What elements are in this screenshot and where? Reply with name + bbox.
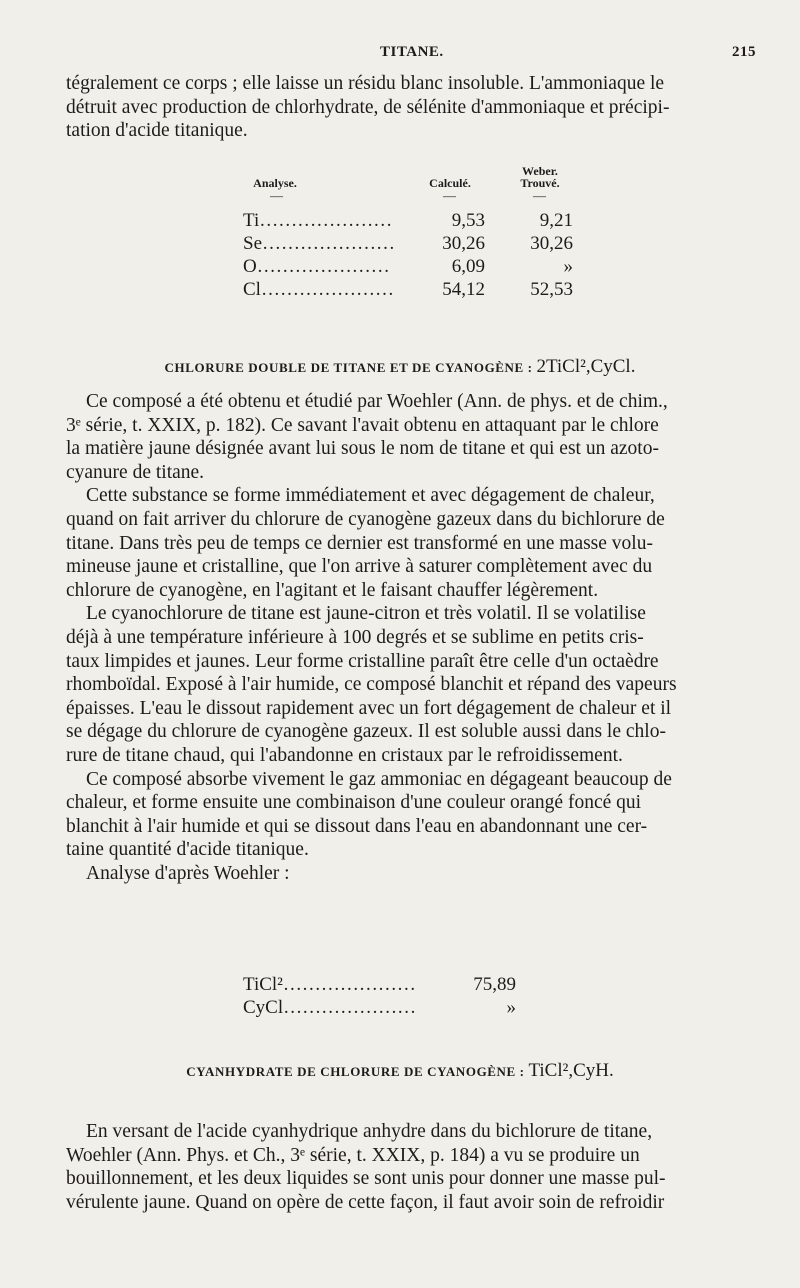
table-row — [0, 974, 800, 996]
section-heading-label: CYANHYDRATE DE CHLORURE DE CYANOGÈNE : — [186, 1064, 525, 1079]
text-line: Ce composé absorbe vivement le gaz ammoniac en dégageant beaucoup de — [86, 768, 672, 790]
element-label: O………………… — [243, 256, 390, 277]
running-header — [60, 44, 756, 66]
column-header-analyse: Analyse. — [253, 176, 297, 190]
found-value: » — [563, 256, 573, 277]
calculated-value: 30,26 — [442, 233, 485, 254]
element-label: Ti………………… — [243, 210, 393, 231]
paragraph-continuation — [66, 72, 728, 143]
text-line: rhomboïdal. Exposé à l'air humide, ce composé blanchit et répand des vapeurs — [66, 674, 677, 696]
text-line: Cette substance se forme immédiatement et avec dégagement de chaleur, — [86, 485, 655, 507]
text-line: la matière jaune désignée avant lui sous le nom de titane et qui est un azoto- — [66, 438, 659, 460]
body-text — [66, 390, 728, 885]
header-dash: — — [533, 188, 546, 203]
text-line: 3ᵉ série, t. XXIX, p. 182). Ce savant l'avait obtenu en attaquant par le chlore — [66, 414, 659, 436]
body-text — [66, 1120, 728, 1214]
section-heading-formula: 2TiCl²,CyCl. — [536, 356, 636, 377]
text-line: épaisses. L'eau le dissout rapidement avec un fort dégagement de chaleur et il — [66, 697, 672, 719]
table-row — [0, 210, 800, 232]
text-line: déjà à une température inférieure à 100 degrés et se sublime en petits cris- — [66, 626, 644, 648]
text-line: blanchit à l'air humide et qui se dissout dans l'eau en abandonnant une cer- — [66, 815, 648, 837]
text-line: vérulente jaune. Quand on opère de cette façon, il faut avoir soin de refroidir — [66, 1191, 665, 1213]
column-header-calcule: Calculé. — [429, 176, 471, 190]
text-line: se dégage du chlorure de cyanogène gazeux. Il est soluble aussi dans le chlo- — [66, 721, 666, 743]
text-line: Ce composé a été obtenu et étudié par Woehler (Ann. de phys. et de chim., — [86, 391, 668, 412]
calculated-value: 6,09 — [451, 256, 485, 277]
element-label: CyCl………………… — [243, 997, 417, 1018]
text-line: tation d'acide titanique. — [66, 120, 248, 142]
found-value: 75,89 — [473, 974, 516, 995]
text-line: rure de titane chaud, qui l'abandonne en cristaux par le refroidissement. — [66, 744, 623, 766]
text-line: tégralement ce corps ; elle laisse un résidu blanc insoluble. L'ammoniaque le — [66, 73, 665, 94]
table-row — [0, 256, 800, 278]
text-line: quand on fait arriver du chlorure de cyanogène gazeux dans du bichlorure de — [66, 508, 665, 530]
header-dash: — — [443, 188, 456, 203]
text-line: taux limpides et jaunes. Leur forme cristalline paraît être celle d'un octaèdre — [66, 650, 659, 672]
table-row — [0, 233, 800, 255]
found-value: 52,53 — [530, 279, 573, 300]
table-row — [0, 279, 800, 301]
found-value: 9,21 — [539, 210, 573, 231]
text-line: bouillonnement, et les deux liquides se sont unis pour donner une masse pul- — [66, 1168, 666, 1190]
column-header-trouve: Trouvé. — [520, 176, 560, 190]
text-line: mineuse jaune et cristalline, que l'on arrive à saturer complètement avec du — [66, 556, 653, 578]
text-line: Woehler (Ann. Phys. et Ch., 3ᵉ série, t. XXIX, p. 184) a vu se produire un — [66, 1144, 640, 1166]
text-line: taine quantité d'acide titanique. — [66, 839, 309, 861]
text-line: chlorure de cyanogène, en l'agitant et le faisant chauffer légèrement. — [66, 579, 599, 601]
calculated-value: 9,53 — [451, 210, 485, 231]
found-value: 30,26 — [530, 233, 573, 254]
found-value: » — [506, 997, 516, 1018]
running-title: TITANE. — [380, 44, 444, 60]
element-label: Se………………… — [243, 233, 395, 254]
text-line: En versant de l'acide cyanhydrique anhydre dans du bichlorure de titane, — [86, 1121, 653, 1142]
section-heading — [0, 356, 800, 378]
section-heading-formula: TiCl²,CyH. — [528, 1060, 614, 1081]
table-row — [0, 997, 800, 1019]
text-line: détruit avec production de chlorhydrate, de sélénite d'ammoniaque et précipi- — [66, 96, 670, 118]
element-label: TiCl²………………… — [243, 974, 416, 995]
text-line: chaleur, et forme ensuite une combinaison d'une couleur orangé foncé qui — [66, 792, 642, 814]
text-line: titane. Dans très peu de temps ce dernier est transformé en une masse volu- — [66, 532, 653, 554]
section-heading-label: CHLORURE DOUBLE DE TITANE ET DE CYANOGÈNE : — [164, 360, 533, 375]
column-header-weber: Weber. — [522, 164, 558, 178]
text-line: Analyse d'après Woehler : — [86, 862, 290, 884]
calculated-value: 54,12 — [442, 279, 485, 300]
section-heading — [0, 1060, 800, 1082]
text-line: Le cyanochlorure de titane est jaune-citron et très volatil. Il se volatilise — [86, 603, 646, 625]
header-dash: — — [270, 188, 283, 203]
page-number: 215 — [732, 44, 756, 60]
element-label: Cl………………… — [243, 279, 394, 300]
text-line: cyanure de titane. — [66, 461, 205, 483]
